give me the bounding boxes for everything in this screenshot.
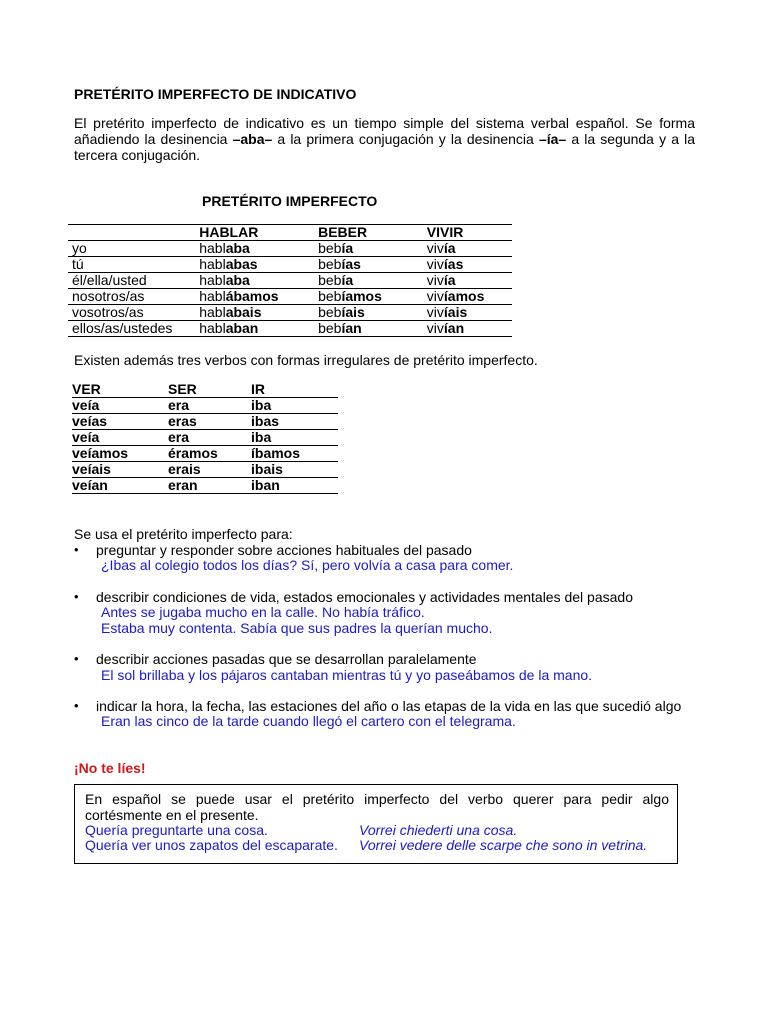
- person-cell: él/ella/usted: [68, 273, 199, 289]
- use-text: describir condiciones de vida, estados emocionales y actividades mentales del pasado: [96, 589, 633, 605]
- warning-title: ¡No te líes!: [74, 760, 146, 776]
- conjugation-row: [68, 257, 512, 273]
- stem: viv: [426, 304, 444, 320]
- ser-cell: eras: [168, 414, 251, 430]
- stem: habl: [199, 272, 226, 288]
- ir-cell: iba: [251, 398, 338, 414]
- warning-text: En español se puede usar el pretérito imperfecto del verbo querer para pedir algo cortésmente en el presente.: [85, 791, 669, 823]
- stem: beb: [318, 272, 342, 288]
- hablar-cell: [199, 305, 318, 321]
- ending: aba: [225, 272, 250, 288]
- ending: ía: [443, 272, 456, 288]
- use-example: Estaba muy contenta. Sabía que sus padres la querían mucho.: [101, 620, 493, 636]
- bullet-icon: •: [74, 542, 79, 557]
- vivir-cell: [427, 305, 512, 321]
- ending: aba: [225, 240, 250, 256]
- use-example: ¿Ibas al colegio todos los días? Sí, pero volvía a casa para comer.: [101, 557, 514, 573]
- stem: viv: [426, 256, 444, 272]
- ver-cell: veía: [72, 430, 168, 446]
- irregular-row: [72, 430, 338, 446]
- italian-translation: Vorrei vedere delle scarpe che sono in vetrina.: [359, 837, 648, 853]
- hablar-cell: [199, 289, 318, 305]
- use-text: preguntar y responder sobre acciones habituales del pasado: [96, 542, 472, 558]
- bullet-icon: •: [74, 698, 79, 713]
- ir-cell: iban: [251, 478, 338, 494]
- beber-cell: [318, 241, 427, 257]
- conjugation-header-person: [68, 225, 199, 241]
- intro-paragraph: [74, 115, 695, 163]
- irregular-row: [72, 478, 338, 494]
- spanish-example: Quería preguntarte una cosa.: [85, 822, 268, 838]
- intro-ending-ia: –ía–: [538, 131, 567, 147]
- ser-cell: éramos: [168, 446, 251, 462]
- conjugation-header-vivir: VIVIR: [427, 225, 512, 241]
- irregular-row: [72, 462, 338, 478]
- ending: ábamos: [225, 288, 279, 304]
- stem: habl: [199, 240, 226, 256]
- use-example: Eran las cinco de la tarde cuando llegó el cartero con el telegrama.: [101, 713, 516, 729]
- ver-cell: veía: [72, 398, 168, 414]
- stem: habl: [199, 304, 226, 320]
- ending: ía: [443, 240, 456, 256]
- irregular-row: [72, 446, 338, 462]
- vivir-cell: [427, 321, 512, 337]
- ending: ías: [443, 256, 464, 272]
- irregular-verbs-table: [72, 382, 338, 494]
- ending: abais: [225, 304, 262, 320]
- conjugation-row: [68, 241, 512, 257]
- conjugation-row: [68, 305, 512, 321]
- ending: íamos: [341, 288, 382, 304]
- use-example: El sol brillaba y los pájaros cantaban mientras tú y yo paseábamos de la mano.: [101, 667, 593, 683]
- ending: ían: [341, 320, 362, 336]
- ir-cell: iba: [251, 430, 338, 446]
- conjugation-row: [68, 289, 512, 305]
- ending: ía: [341, 272, 354, 288]
- intro-part-3: a la segunda y a la tercera conjugación.: [74, 131, 696, 163]
- person-cell: ellos/as/ustedes: [68, 321, 199, 337]
- bullet-icon: •: [74, 589, 79, 604]
- warning-box: [74, 784, 678, 864]
- conjugation-header-beber: BEBER: [318, 225, 427, 241]
- spanish-example: Quería ver unos zapatos del escaparate.: [85, 837, 338, 853]
- hablar-cell: [199, 241, 318, 257]
- person-cell: tú: [68, 257, 199, 273]
- stem: beb: [318, 256, 342, 272]
- intro-part-2: a la primera conjugación y la desinencia: [272, 131, 539, 147]
- vivir-cell: [427, 273, 512, 289]
- conjugation-header-row: [68, 225, 512, 241]
- stem: habl: [199, 256, 226, 272]
- page-title: PRETÉRITO IMPERFECTO DE INDICATIVO: [74, 86, 357, 102]
- conjugation-table: [68, 224, 512, 337]
- ser-cell: era: [168, 398, 251, 414]
- irregular-header-row: [72, 382, 338, 398]
- use-text: indicar la hora, la fecha, las estaciones del año o las etapas de la vida en las que sucedió algo: [96, 698, 682, 714]
- stem: beb: [318, 288, 342, 304]
- ir-cell: ibais: [251, 462, 338, 478]
- use-example: Antes se jugaba mucho en la calle. No había tráfico.: [101, 604, 425, 620]
- person-cell: yo: [68, 241, 199, 257]
- irregular-row: [72, 414, 338, 430]
- ser-cell: era: [168, 430, 251, 446]
- person-cell: vosotros/as: [68, 305, 199, 321]
- stem: viv: [426, 272, 444, 288]
- irregular-header-ir: IR: [251, 382, 338, 398]
- beber-cell: [318, 321, 427, 337]
- stem: viv: [426, 240, 444, 256]
- ending: íais: [341, 304, 365, 320]
- hablar-cell: [199, 257, 318, 273]
- irregular-intro: Existen además tres verbos con formas irregulares de pretérito imperfecto.: [74, 352, 538, 368]
- bullet-icon: •: [74, 651, 79, 666]
- stem: viv: [426, 320, 444, 336]
- ver-cell: veías: [72, 414, 168, 430]
- stem: beb: [318, 240, 342, 256]
- ending: ían: [443, 320, 465, 336]
- ending: ía: [341, 240, 354, 256]
- ver-cell: veían: [72, 478, 168, 494]
- conjugation-row: [68, 273, 512, 289]
- irregular-header-ser: SER: [168, 382, 251, 398]
- ending: abas: [225, 256, 258, 272]
- use-text: describir acciones pasadas que se desarrollan paralelamente: [96, 651, 477, 667]
- vivir-cell: [427, 241, 512, 257]
- conjugation-header-hablar: HABLAR: [199, 225, 318, 241]
- conjugation-row: [68, 321, 512, 337]
- ser-cell: eran: [168, 478, 251, 494]
- beber-cell: [318, 289, 427, 305]
- intro-part-1: El pretérito imperfecto de indicativo es un tiempo simple del sistema verbal español. Se forma añadiendo la desinencia: [74, 115, 695, 147]
- uses-intro: Se usa el pretérito imperfecto para:: [74, 526, 293, 542]
- irregular-header-ver: VER: [72, 382, 168, 398]
- hablar-cell: [199, 321, 318, 337]
- beber-cell: [318, 257, 427, 273]
- beber-cell: [318, 305, 427, 321]
- ir-cell: ibas: [251, 414, 338, 430]
- beber-cell: [318, 273, 427, 289]
- ser-cell: erais: [168, 462, 251, 478]
- person-cell: nosotros/as: [68, 289, 199, 305]
- ending: aban: [225, 320, 259, 336]
- vivir-cell: [427, 257, 512, 273]
- ver-cell: veíamos: [72, 446, 168, 462]
- italian-translation: Vorrei chiederti una cosa.: [359, 822, 518, 838]
- stem: habl: [199, 288, 226, 304]
- stem: beb: [318, 304, 342, 320]
- conjugation-table-title: PRETÉRITO IMPERFECTO: [202, 193, 378, 209]
- vivir-cell: [427, 289, 512, 305]
- stem: beb: [318, 320, 342, 336]
- ver-cell: veíais: [72, 462, 168, 478]
- stem: habl: [199, 320, 226, 336]
- irregular-row: [72, 398, 338, 414]
- ending: íamos: [443, 288, 485, 304]
- stem: viv: [426, 288, 444, 304]
- ending: íais: [443, 304, 468, 320]
- intro-ending-aba: –aba–: [232, 131, 273, 147]
- ir-cell: íbamos: [251, 446, 338, 462]
- hablar-cell: [199, 273, 318, 289]
- ending: ías: [341, 256, 361, 272]
